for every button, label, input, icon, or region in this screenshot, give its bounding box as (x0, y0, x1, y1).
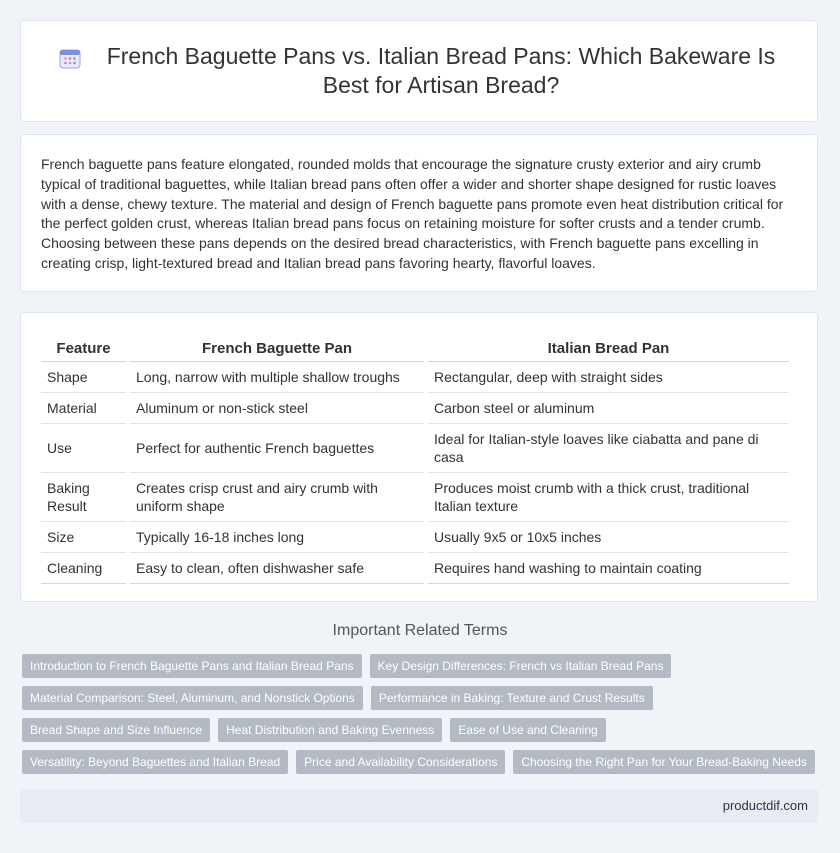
row-italian-value: Rectangular, deep with straight sides (428, 362, 789, 393)
header-italian-bread-pan: Italian Bread Pan (428, 333, 789, 362)
footer-site-name[interactable]: productdif.com (722, 798, 808, 813)
row-italian-value: Produces moist crumb with a thick crust, traditional Italian texture (428, 473, 789, 522)
related-term-tag[interactable]: Price and Availability Considerations (296, 750, 505, 774)
title-wrap (59, 42, 779, 100)
row-italian-value: Requires hand washing to maintain coating (428, 553, 789, 584)
table-header-row (41, 333, 789, 362)
comparison-table (37, 333, 793, 584)
row-french-value: Aluminum or non-stick steel (130, 393, 424, 424)
tag-row (22, 750, 822, 782)
row-feature: Baking Result (41, 473, 126, 522)
row-italian-value: Carbon steel or aluminum (428, 393, 789, 424)
page-title: French Baguette Pans vs. Italian Bread Pans: Which Bakeware Is Best for Artisan Bread? (106, 43, 776, 98)
row-feature: Cleaning (41, 553, 126, 584)
table-row (41, 393, 789, 424)
intro-card (20, 134, 818, 292)
row-feature: Shape (41, 362, 126, 393)
table-row (41, 362, 789, 393)
header-french-baguette-pan: French Baguette Pan (130, 333, 424, 362)
row-french-value: Creates crisp crust and airy crumb with uniform shape (130, 473, 424, 522)
row-french-value: Typically 16-18 inches long (130, 522, 424, 553)
row-feature: Use (41, 424, 126, 473)
row-italian-value: Ideal for Italian-style loaves like ciabatta and pane di casa (428, 424, 789, 473)
table-row (41, 424, 789, 473)
related-term-tag[interactable]: Performance in Baking: Texture and Crust Results (371, 686, 653, 710)
intro-paragraph: French baguette pans feature elongated, rounded molds that encourage the signature crusty exterior and airy crumb typical of traditional baguettes, while Italian bread pans often offer a wider and shorter shape designed for rustic loaves with a dense, chewy texture. The material and design of French baguette pans promote even heat distribution critical for the perfect golden crust, whereas Italian bread pans focus on retaining moisture for softer crusts and a tender crumb. Choosing between these pans depends on the desired bread characteristics, with French baguette pans excelling in creating crisp, light-textured bread and Italian bread pans favoring hearty, flavorful loaves. (41, 156, 784, 271)
related-term-tag[interactable]: Versatility: Beyond Baguettes and Italian Bread (22, 750, 288, 774)
header-card (20, 20, 818, 122)
table-row (41, 522, 789, 553)
related-term-tag[interactable]: Introduction to French Baguette Pans and Italian Bread Pans (22, 654, 362, 678)
related-term-tag[interactable]: Bread Shape and Size Influence (22, 718, 210, 742)
related-term-tag[interactable]: Key Design Differences: French vs Italian Bread Pans (370, 654, 672, 678)
calendar-grid-icon (59, 47, 81, 69)
comparison-table-card (20, 312, 818, 602)
related-terms-tags (22, 654, 822, 782)
related-term-tag[interactable]: Material Comparison: Steel, Aluminum, and Nonstick Options (22, 686, 363, 710)
row-feature: Size (41, 522, 126, 553)
tag-row (22, 654, 822, 686)
row-feature: Material (41, 393, 126, 424)
table-row (41, 473, 789, 522)
tag-row (22, 718, 822, 750)
related-term-tag[interactable]: Choosing the Right Pan for Your Bread-Baking Needs (513, 750, 815, 774)
row-french-value: Long, narrow with multiple shallow troughs (130, 362, 424, 393)
header-feature: Feature (41, 333, 126, 362)
table-row (41, 553, 789, 584)
related-terms-title: Important Related Terms (332, 622, 508, 639)
tag-row (22, 686, 822, 718)
related-term-tag[interactable]: Heat Distribution and Baking Evenness (218, 718, 442, 742)
row-french-value: Easy to clean, often dishwasher safe (130, 553, 424, 584)
footer (20, 789, 818, 823)
row-french-value: Perfect for authentic French baguettes (130, 424, 424, 473)
related-term-tag[interactable]: Ease of Use and Cleaning (450, 718, 605, 742)
row-italian-value: Usually 9x5 or 10x5 inches (428, 522, 789, 553)
